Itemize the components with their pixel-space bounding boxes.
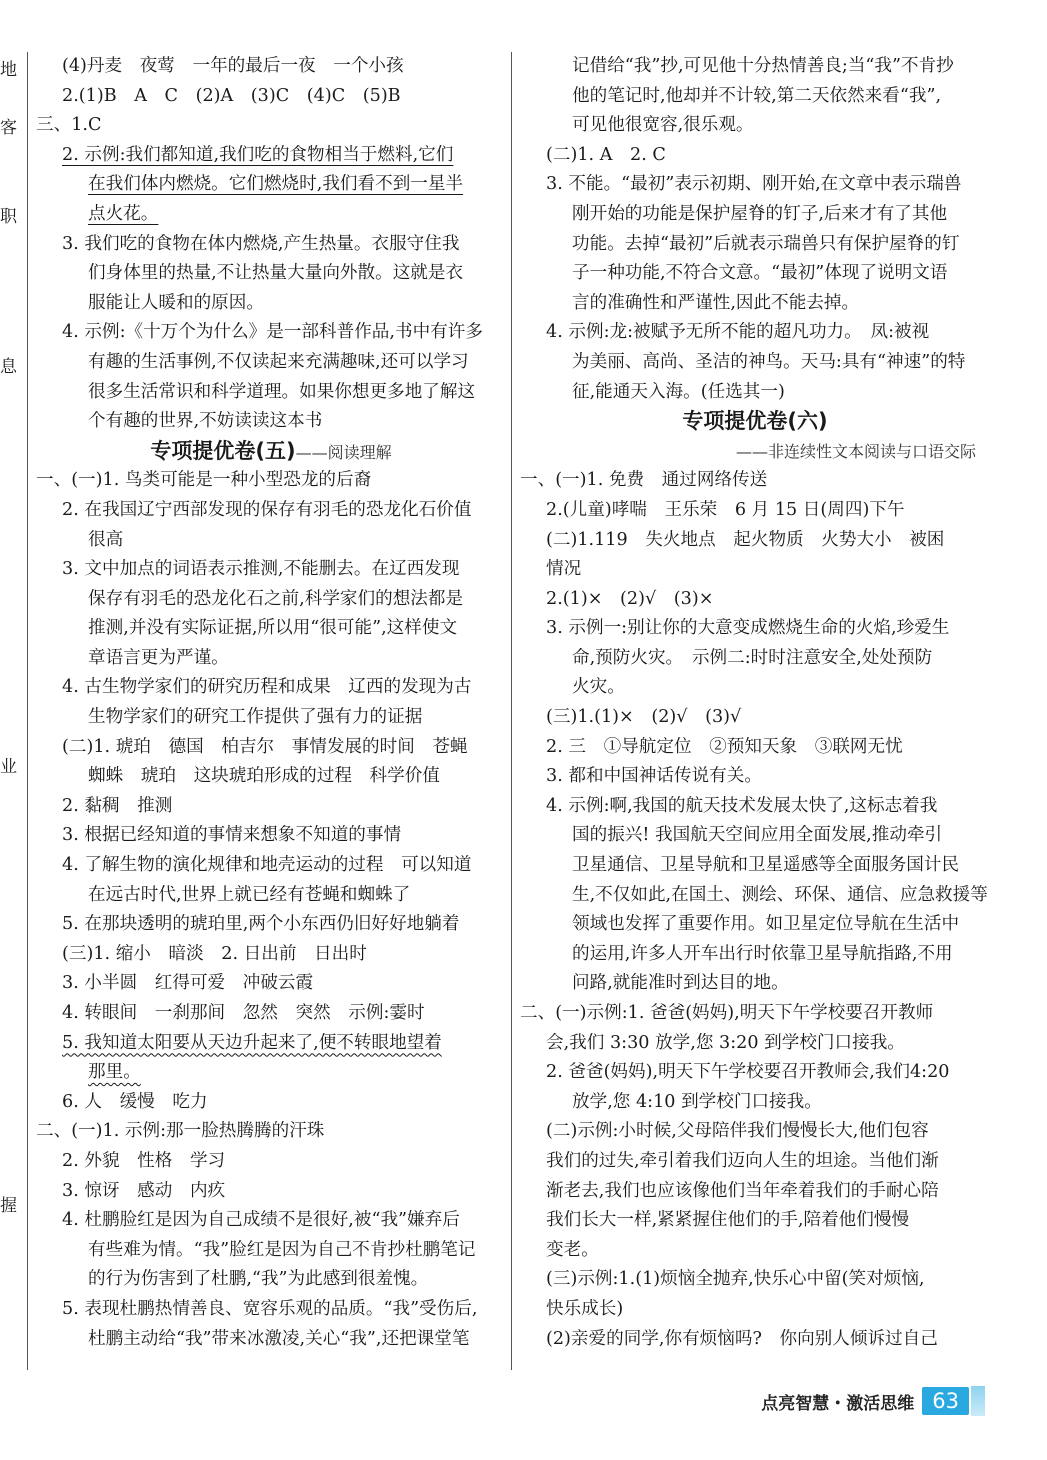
answer-text: 生,不仅如此,在国土、测绘、环保、通信、应急救援等 — [572, 884, 988, 905]
edge-char: 客 — [0, 118, 17, 138]
answer-text: 领域也发挥了重要作用。如卫星定位导航在生活中 — [572, 914, 960, 935]
answer-line — [520, 111, 990, 141]
right-column — [520, 52, 990, 1354]
answer-line — [520, 348, 990, 378]
answer-line — [520, 555, 990, 585]
answer-text: 个有趣的世界,不妨读读这本书 — [88, 411, 323, 432]
edge-char: 地 — [0, 60, 17, 80]
answer-line — [36, 1236, 506, 1266]
answer-line — [36, 969, 506, 999]
answer-line — [520, 378, 990, 408]
answer-text: 我们的过失,牵引着我们迈向人生的坦途。当他们渐 — [546, 1150, 939, 1171]
answer-line — [520, 259, 990, 289]
page-footer — [761, 1383, 985, 1419]
answer-text: 放学,您 4:10 到学校门口接我。 — [572, 1091, 822, 1112]
answer-line — [36, 703, 506, 733]
answer-line — [36, 1206, 506, 1236]
answer-text: 2. 黏稠 推测 — [62, 795, 173, 816]
answer-line — [36, 673, 506, 703]
answer-text: 有些难为情。“我”脸红是因为自己不肯抄杜鹏笔记 — [88, 1239, 476, 1260]
answer-line — [520, 733, 990, 763]
answer-line — [520, 940, 990, 970]
answer-line — [36, 496, 506, 526]
answer-line — [520, 82, 990, 112]
answer-line — [36, 141, 506, 171]
answer-text: 3. 小半圆 红得可爱 冲破云霞 — [62, 973, 314, 994]
answer-text: 2.(儿童)哮喘 王乐荣 6 月 15 日(周四)下午 — [546, 499, 905, 520]
answer-line — [36, 1117, 506, 1147]
answer-line — [520, 1117, 990, 1147]
answer-text: 2. 外貌 性格 学习 — [62, 1150, 226, 1171]
answer-line — [520, 851, 990, 881]
answer-line — [520, 318, 990, 348]
answer-line — [36, 851, 506, 881]
answer-text: (二)示例:小时候,父母陪伴我们慢慢长大,他们包容 — [546, 1121, 929, 1142]
answer-line — [36, 526, 506, 556]
answer-line — [36, 170, 506, 200]
answer-line — [36, 910, 506, 940]
answer-line — [520, 910, 990, 940]
answer-text: 2. 示例:我们都知道,我们吃的食物相当于燃料,它们 — [62, 144, 454, 165]
answer-line — [36, 999, 506, 1029]
answer-text: 服能让人暖和的原因。 — [88, 292, 264, 313]
answer-text: 杜鹏主动给“我”带来冰激凌,关心“我”,还把课堂笔 — [88, 1328, 470, 1349]
answer-line — [520, 1058, 990, 1088]
answer-line — [520, 1147, 990, 1177]
answer-text: 功能。去掉“最初”后就表示瑞兽只有保护屋脊的钉 — [572, 233, 960, 254]
answer-line — [36, 1058, 506, 1088]
answer-line — [520, 673, 990, 703]
answer-line — [520, 52, 990, 82]
answer-line — [36, 1265, 506, 1295]
answer-text: 2.(1)B A C (2)A (3)C (4)C (5)B — [62, 85, 401, 106]
column-divider — [511, 52, 512, 1370]
answer-line — [36, 466, 506, 496]
answer-text: 情况 — [546, 559, 582, 580]
left-border-line — [27, 52, 28, 1370]
answer-line — [36, 1088, 506, 1118]
section-title — [36, 437, 506, 467]
answer-text: (2)亲爱的同学,你有烦恼吗? 你向别人倾诉过自己 — [546, 1328, 938, 1349]
answer-line — [520, 200, 990, 230]
answer-text: (4)丹麦 夜莺 一年的最后一夜 一个小孩 — [62, 56, 404, 76]
answer-text: 那里。 — [88, 1062, 141, 1083]
answer-text: 点火花。 — [88, 203, 159, 224]
answer-text: 的运用,许多人开车出行时依靠卫星导航指路,不用 — [572, 943, 953, 964]
answer-text: 记借给“我”抄,可见他十分热情善良;当“我”不肯抄 — [572, 56, 954, 76]
answer-text: 3. 文中加点的词语表示推测,不能删去。在辽西发现 — [62, 559, 460, 580]
page-tab-decoration — [971, 1386, 985, 1416]
answer-line — [36, 733, 506, 763]
answer-text: 4. 示例:啊,我国的航天技术发展太快了,这标志着我 — [546, 795, 938, 816]
answer-text: 言的准确性和严谨性,因此不能去掉。 — [572, 292, 860, 313]
edge-char: 职 — [0, 207, 17, 227]
answer-text: 的行为伤害到了杜鹏,“我”为此感到很羞愧。 — [88, 1269, 429, 1290]
answer-text: 我们长大一样,紧紧握住他们的手,陪着他们慢慢 — [546, 1210, 910, 1231]
answer-text: 3. 不能。“最初”表示初期、刚开始,在文章中表示瑞兽 — [546, 174, 962, 195]
answer-text: 问路,就能准时到达目的地。 — [572, 973, 789, 994]
answer-line — [36, 1147, 506, 1177]
answer-line — [520, 170, 990, 200]
answer-line — [36, 1295, 506, 1325]
answer-line — [36, 348, 506, 378]
answer-text: 3. 我们吃的食物在体内燃烧,产生热量。衣服守住我 — [62, 233, 460, 254]
answer-text: 蜘蛛 琥珀 这块琥珀形成的过程 科学价值 — [88, 766, 440, 787]
answer-text: 卫星通信、卫星导航和卫星遥感等全面服务国计民 — [572, 855, 960, 876]
answer-text: 5. 在那块透明的琥珀里,两个小东西仍旧好好地躺着 — [62, 914, 460, 935]
answer-line — [520, 969, 990, 999]
answer-line — [36, 82, 506, 112]
answer-line — [36, 318, 506, 348]
answer-text: 们身体里的热量,不让热量大量向外散。这就是衣 — [88, 263, 464, 284]
answer-line — [520, 1265, 990, 1295]
answer-text: 4. 示例:龙:被赋予无所不能的超凡功力。 凤:被视 — [546, 322, 930, 343]
answer-text: (三)1. 缩小 暗淡 2. 日出前 日出时 — [62, 943, 367, 964]
answer-line — [36, 762, 506, 792]
left-column — [36, 52, 506, 1354]
answer-line — [36, 792, 506, 822]
answer-line — [520, 526, 990, 556]
answer-line — [520, 289, 990, 319]
edge-char: 握 — [0, 1196, 17, 1216]
answer-line — [36, 378, 506, 408]
answer-text: 4. 古生物学家们的研究历程和成果 辽西的发现为古 — [62, 677, 472, 698]
answer-text: 变老。 — [546, 1239, 599, 1260]
answer-line — [520, 762, 990, 792]
answer-text: 4. 杜鹏脸红是因为自己成绩不是很好,被“我”嫌弃后 — [62, 1210, 460, 1231]
answer-line — [520, 1177, 990, 1207]
answer-text: 很多生活常识和科学道理。如果你想更多地了解这 — [88, 381, 476, 402]
answer-line — [520, 644, 990, 674]
answer-line — [520, 141, 990, 171]
answer-line — [36, 881, 506, 911]
answer-text: 一、(一)1. 鸟类可能是一种小型恐龙的后裔 — [36, 470, 372, 491]
answer-text: 二、(一)示例:1. 爸爸(妈妈),明天下午学校要召开教师 — [520, 1003, 934, 1023]
answer-text: 推测,并没有实际证据,所以用“很可能”,这样使文 — [88, 618, 458, 639]
answer-text: 可见他很宽容,很乐观。 — [572, 115, 754, 136]
answer-line — [36, 230, 506, 260]
answer-text: 征,能通天入海。(任选其一) — [572, 381, 785, 402]
answer-text: 为美丽、高尚、圣洁的神鸟。天马:具有“神速”的特 — [572, 351, 966, 372]
answer-text: (二)1. 琥珀 德国 柏吉尔 事情发展的时间 苍蝇 — [62, 736, 468, 757]
answer-text: 3. 惊讶 感动 内疚 — [62, 1180, 226, 1201]
answer-text: 章语言更为严谨。 — [88, 647, 229, 668]
answer-line — [520, 1295, 990, 1325]
answer-text: 3. 示例一:别让你的大意变成燃烧生命的火焰,珍爱生 — [546, 618, 950, 639]
answer-text: 有趣的生活事例,不仅读起来充满趣味,还可以学习 — [88, 351, 469, 372]
answer-text: 4. 了解生物的演化规律和地壳运动的过程 可以知道 — [62, 855, 472, 876]
section-title-text: 专项提优卷(五) — [150, 438, 296, 463]
section-subtitle: ——非连续性文本阅读与口语交际 — [735, 441, 976, 461]
answer-line — [36, 200, 506, 230]
answer-line — [36, 821, 506, 851]
answer-line — [36, 1325, 506, 1355]
answer-text: 火灾。 — [572, 677, 625, 698]
answer-line — [36, 52, 506, 82]
answer-text: 3. 都和中国神话传说有关。 — [546, 766, 762, 787]
answer-line — [520, 999, 990, 1029]
answer-text: 渐老去,我们也应该像他们当年牵着我们的手耐心陪 — [546, 1180, 939, 1201]
answer-text: 二、(一)1. 示例:那一脸热腾腾的汗珠 — [36, 1121, 325, 1142]
section-title-text: 专项提优卷(六) — [682, 409, 828, 434]
answer-line — [520, 1088, 990, 1118]
answer-text: 命,预防火灾。 示例二:时时注意安全,处处预防 — [572, 647, 933, 668]
answer-line — [36, 407, 506, 437]
answer-line — [520, 1206, 990, 1236]
answer-line — [520, 230, 990, 260]
answer-line — [520, 1029, 990, 1059]
answer-line — [36, 111, 506, 141]
answer-line — [36, 259, 506, 289]
answer-text: (二)1.119 失火地点 起火物质 火势大小 被困 — [546, 529, 945, 550]
footer-slogan: 点亮智慧・激活思维 — [761, 1393, 915, 1414]
section-subtitle: ——阅读理解 — [295, 442, 392, 462]
answer-text: 5. 表现杜鹏热情善良、宽容乐观的品质。“我”受伤后, — [62, 1298, 478, 1319]
answer-text: 在我们体内燃烧。它们燃烧时,我们看不到一星半 — [88, 174, 464, 195]
left-margin-edge — [0, 0, 22, 1460]
answer-line — [520, 792, 990, 822]
answer-line — [36, 289, 506, 319]
answer-text: 2. 爸爸(妈妈),明天下午学校要召开教师会,我们4:20 — [546, 1062, 950, 1083]
answer-line — [520, 466, 990, 496]
page-number: 63 — [922, 1387, 969, 1415]
answer-line — [36, 555, 506, 585]
section-title — [520, 407, 990, 437]
answer-line — [520, 821, 990, 851]
answer-text: (二)1. A 2. C — [546, 144, 666, 165]
answer-text: 4. 转眼间 一刹那间 忽然 突然 示例:霎时 — [62, 1003, 425, 1023]
answer-line — [36, 940, 506, 970]
answer-line — [520, 703, 990, 733]
answer-text: 快乐成长) — [546, 1298, 624, 1319]
answer-text: 很高 — [88, 529, 124, 550]
answer-line — [520, 614, 990, 644]
answer-line — [520, 881, 990, 911]
answer-text: 刚开始的功能是保护屋脊的钉子,后来才有了其他 — [572, 203, 948, 224]
edge-char: 业 — [0, 757, 17, 777]
answer-text: 生物学家们的研究工作提供了强有力的证据 — [88, 707, 423, 728]
answer-text: 子一种功能,不符合文意。“最初”体现了说明文语 — [572, 263, 948, 284]
answer-line — [36, 585, 506, 615]
answer-line — [520, 1236, 990, 1266]
answer-line — [36, 644, 506, 674]
answer-line — [520, 1325, 990, 1355]
edge-char: 息 — [0, 357, 17, 377]
answer-text: 4. 示例:《十万个为什么》是一部科普作品,书中有许多 — [62, 322, 483, 343]
answer-text: 5. 我知道太阳要从天边升起来了,便不转眼地望着 — [62, 1032, 442, 1053]
answer-text: (三)示例:1.(1)烦恼全抛弃,快乐心中留(笑对烦恼, — [546, 1269, 925, 1290]
answer-text: 2. 三 ①导航定位 ②预知天象 ③联网无忧 — [546, 736, 903, 757]
answer-text: 国的振兴! 我国航天空间应用全面发展,推动牵引 — [572, 825, 943, 846]
answer-line — [520, 585, 990, 615]
answer-line — [36, 1177, 506, 1207]
answer-text: 三、1.C — [36, 115, 102, 136]
answer-text: 保存有羽毛的恐龙化石之前,科学家们的想法都是 — [88, 588, 464, 609]
answer-text: 2.(1)× (2)√ (3)× — [546, 588, 714, 609]
answer-text: 会,我们 3:30 放学,您 3:20 到学校门口接我。 — [546, 1032, 905, 1053]
answer-text: 他的笔记时,他却并不计较,第二天依然来看“我”, — [572, 85, 942, 106]
answer-text: 2. 在我国辽宁西部发现的保存有羽毛的恐龙化石价值 — [62, 499, 472, 520]
answer-line — [36, 1029, 506, 1059]
answer-text: 在远古时代,世界上就已经有苍蝇和蜘蛛了 — [88, 884, 411, 905]
answer-text: (三)1.(1)× (2)√ (3)√ — [546, 707, 742, 728]
answer-line — [520, 496, 990, 526]
answer-text: 一、(一)1. 免费 通过网络传送 — [520, 470, 768, 491]
answer-text: 6. 人 缓慢 吃力 — [62, 1091, 208, 1112]
answer-line — [36, 614, 506, 644]
answer-text: 3. 根据已经知道的事情来想象不知道的事情 — [62, 825, 402, 846]
